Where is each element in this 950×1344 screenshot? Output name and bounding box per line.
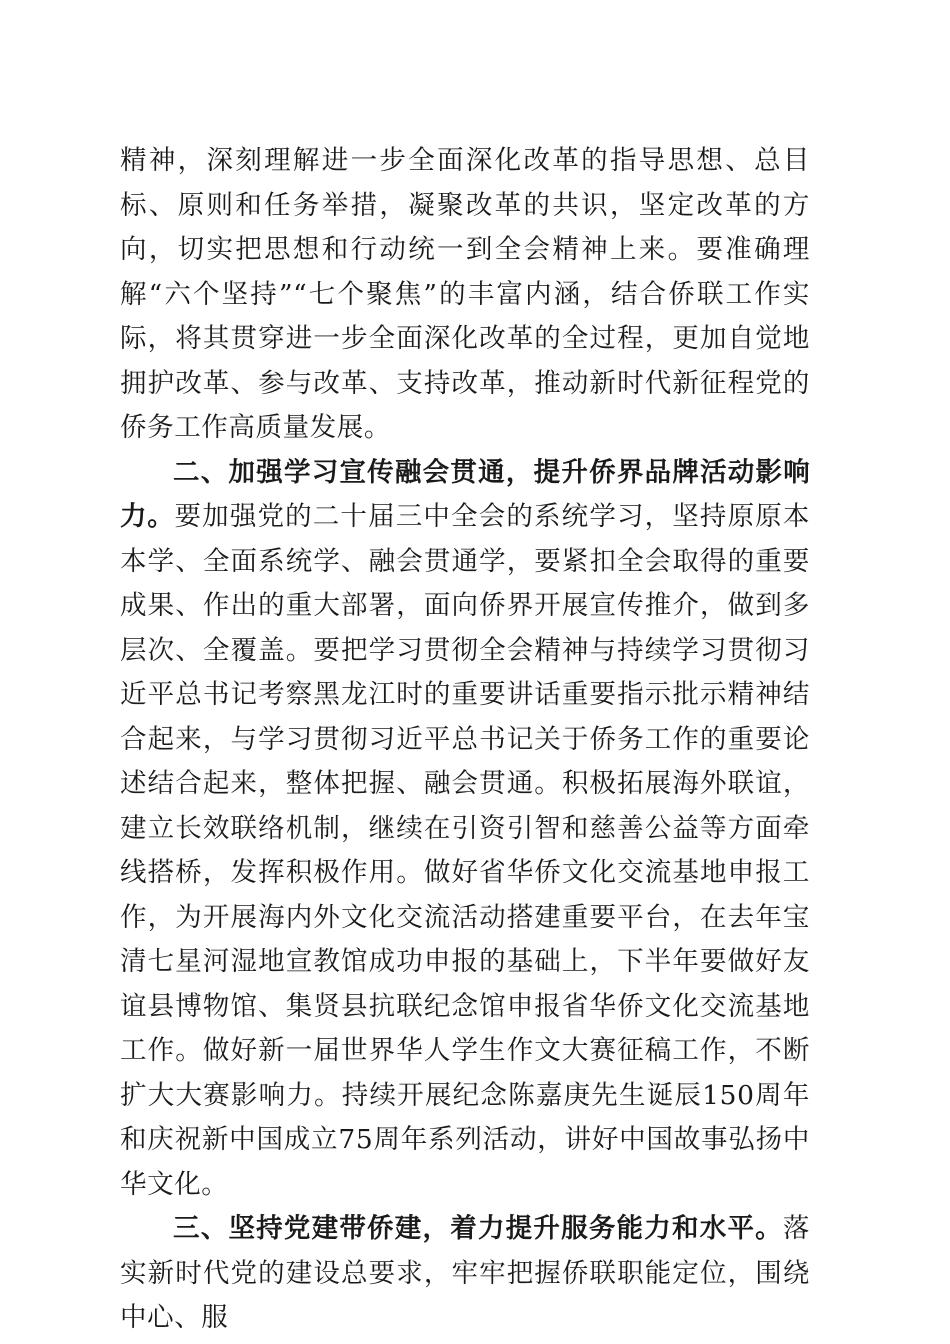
paragraph-text: 落实新时代党的建设总要求，牢牢把握侨联职能定位，围绕中心、服 bbox=[120, 1213, 810, 1333]
section-heading: 二、加强学习宣传融会贯通，提升侨界品牌活动影响力。 bbox=[120, 456, 810, 532]
paragraph-text: 精神，深刻理解进一步全面深化改革的指导思想、总目标、原则和任务举措，凝聚改革的共识，坚定改革的方向，切实把思想和行动统一到全会精神上来。要准确理解“六个坚持”“七个聚焦”的丰富内涵，结合侨联工作实际，将其贯穿进一步全面深化改革的全过程，更加自觉地拥护改革、参与改革、支持改革，推动新时代新征程党的侨务工作高质量发展。 bbox=[120, 145, 810, 443]
paragraph-section-three bbox=[120, 1207, 810, 1341]
paragraph-text: 要加强党的二十届三中全会的系统学习，坚持原原本本学、全面系统学、融会贯通学，要紧扣全会取得的重要成果、作出的重大部署，面向侨界开展宣传推介，做到多层次、全覆盖。要把学习贯彻全会精神与持续学习贯彻习近平总书记考察黑龙江时的重要讲话重要指示批示精神结合起来，与学习贯彻习近平总书记关于侨务工作的重要论述结合起来，整体把握、融会贯通。积极拓展海外联谊，建立长效联络机制，继续在引资引智和慈善公益等方面牵线搭桥，发挥积极作用。做好省华侨文化交流基地申报工作，为开展海内外文化交流活动搭建重要平台，在去年宝清七星河湿地宣教馆成功申报的基础上，下半年要做好友谊县博物馆、集贤县抗联纪念馆申报省华侨文化交流基地工作。做好新一届世界华人学生作文大赛征稿工作，不断扩大大赛影响力。持续开展纪念陈嘉庚先生诞辰150周年和庆祝新中国成立75周年系列活动，讲好中国故事弘扬中华文化。 bbox=[120, 501, 810, 1200]
section-heading: 三、坚持党建带侨建，着力提升服务能力和水平。 bbox=[173, 1213, 783, 1244]
paragraph-continuation bbox=[120, 139, 810, 451]
paragraph-section-two bbox=[120, 451, 810, 1208]
document-body bbox=[120, 139, 810, 1341]
